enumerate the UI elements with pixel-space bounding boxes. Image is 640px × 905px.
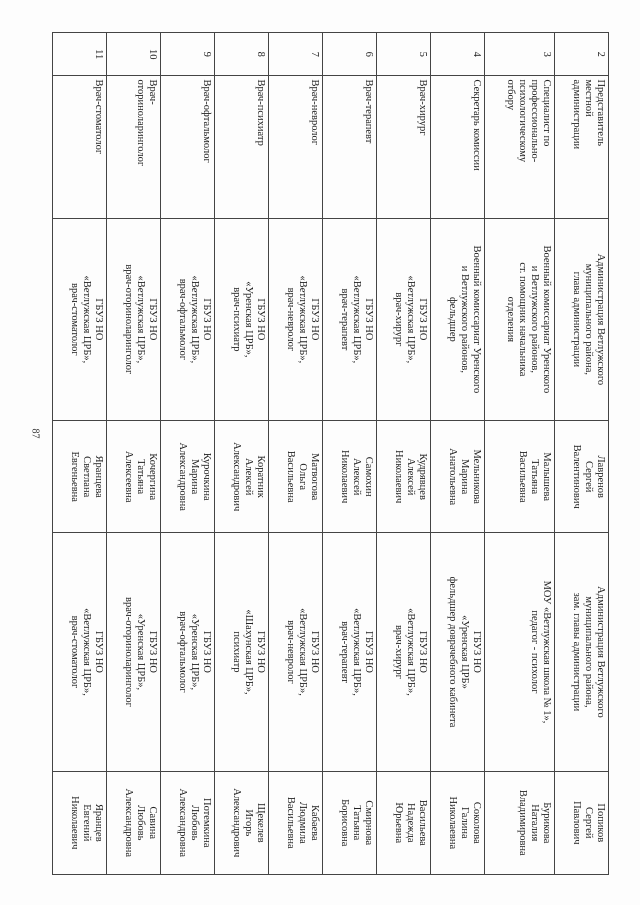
primary-organization-cell [53,218,107,420]
reserve-organization-cell [554,533,608,771]
cell-line: Секретарь комиссии [471,79,483,171]
reserve-organization-cell [107,533,161,771]
cell-line: ГБУЗ НО [363,298,375,341]
cell-line: и Ветлужского районов, [528,265,540,374]
cell-line: Николаевич [339,450,350,504]
primary-organization-cell [485,218,555,420]
reserve-member-name-cell [269,771,323,874]
commission-table [52,32,609,875]
cell-line: Любовь [135,805,146,841]
cell-line: Сергей [582,807,594,839]
cell-line: педагог - психолог [528,610,540,694]
row-number-cell: 6 [323,33,377,76]
reserve-member-name-cell [377,771,431,874]
cell-line: Васильевна [516,450,528,503]
cell-line: профессионально- [528,79,540,163]
cell-line: Игорь [243,809,255,837]
position-cell [269,76,323,218]
table-row [323,33,377,875]
cell-line: администрации [570,79,582,150]
cell-line: местной [582,79,594,117]
cell-line: Администрация Ветлужского [595,586,606,718]
cell-line: Врач-невролог [309,79,321,146]
cell-line: Надежда [405,803,417,843]
primary-member-name-cell [215,421,269,533]
primary-member-name-cell [323,421,377,533]
cell-line: муниципального района, [582,263,594,376]
cell-line: Врач-стоматолог [93,79,105,155]
cell-line: и Ветлужского районов, [459,265,471,374]
cell-line: Евгений [80,804,92,842]
table-row [431,33,485,875]
cell-line: Александровна [176,442,188,511]
cell-line: врач-стоматолог [68,615,80,689]
cell-line: Анатольевна [447,448,459,506]
cell-line: Наталия [528,804,540,842]
page-number: 87 [29,428,41,439]
reserve-organization-cell [215,533,269,771]
cell-line: Врач- [147,79,159,105]
cell-line: психиатр [230,631,242,673]
position-cell [53,76,107,218]
cell-line: Савина [147,806,159,840]
cell-line: Кочергина [147,453,159,501]
cell-line: Васильевна [284,796,296,849]
cell-line: ГБУЗ НО [255,298,267,341]
cell-line: врач-хирург [393,292,405,347]
reserve-organization-cell [377,533,431,771]
cell-line: «Ветлужская ЦРБ», [80,275,92,364]
row-number-cell: 4 [431,33,485,76]
cell-line: Александрович [230,442,242,512]
reserve-member-name-cell [53,771,107,874]
cell-line: ГБУЗ НО [147,630,159,674]
cell-line: Мельникова [471,449,483,504]
row-number-cell: 5 [377,33,431,76]
row-number-cell: 8 [215,33,269,76]
cell-line: Кудрявцев [417,453,429,500]
cell-line: Ольга [297,463,309,490]
cell-line: Татьяна [528,459,540,495]
cell-line: «Ветлужская ЦРБ», [405,608,417,696]
primary-organization-cell [377,218,431,420]
row-number-cell: 11 [53,33,107,76]
cell-line: Людмила [297,801,309,844]
primary-member-name-cell [485,421,555,533]
cell-line: Алексей [351,457,363,496]
cell-line: Борисовна [339,799,350,847]
cell-line: ГБУЗ НО [93,298,105,341]
reserve-member-name-cell [161,771,215,874]
position-cell [554,76,608,218]
cell-line: Специалист по [540,79,552,147]
cell-line: «Ветлужская ЦРБ», [135,275,146,364]
cell-line: Васильевна [284,450,296,503]
cell-line: Соколова [471,801,483,844]
row-number-cell: 7 [269,33,323,76]
primary-member-name-cell [53,421,107,533]
cell-line: Курочкина [201,452,213,501]
primary-member-name-cell [554,421,608,533]
row-number-cell: 3 [485,33,555,76]
cell-line: «Уренская ЦРБ», [189,613,201,691]
primary-organization-cell [107,218,161,420]
cell-line: Сергей [582,460,594,493]
row-number-cell: 9 [161,33,215,76]
reserve-organization-cell [161,533,215,771]
position-cell [107,76,161,218]
cell-line: ГБУЗ НО [201,630,213,674]
cell-line: ГБУЗ НО [417,630,429,674]
cell-line: Кабаева [309,804,321,841]
primary-member-name-cell [377,421,431,533]
cell-line: Светлана [80,456,92,498]
reserve-member-name-cell [215,771,269,874]
reserve-member-name-cell [107,771,161,874]
cell-line: фельдшер доврачебного кабинета [447,576,459,728]
cell-line: «Ветлужская ЦРБ», [297,608,309,696]
cell-line: «Ветлужская ЦРБ», [189,275,201,364]
primary-organization-cell [431,218,485,420]
cell-line: «Уренская ЦРБ» [459,615,471,689]
cell-line: Администрация Ветлужского [595,253,606,386]
rotated-table-frame [52,32,609,875]
cell-line: ГБУЗ НО [417,298,429,341]
cell-line: МОУ «Ветлужская школа № 1», [540,580,552,724]
cell-line: ГБУЗ НО [93,630,105,674]
table-row [269,33,323,875]
table-row [107,33,161,875]
cell-line: Малышева [540,452,552,501]
cell-line: Юрьевна [393,802,405,844]
cell-line: врач-офтальмолог [176,278,188,361]
cell-line: Яранцева [93,455,105,498]
reserve-organization-cell [431,533,485,771]
reserve-member-name-cell [431,771,485,874]
cell-line: отделения [504,296,516,343]
cell-line: Александровна [176,788,188,858]
cell-line: муниципального района, [582,596,594,708]
cell-line: Николаевич [393,450,405,504]
cell-line: Смирнова [363,800,375,846]
cell-line: фельдшер [447,296,459,342]
cell-line: Бурикова [540,802,552,844]
cell-line: Марина [459,459,471,495]
cell-line: Попиков [595,803,606,843]
cell-line: «Ветлужская ЦРБ», [351,608,363,696]
table-row [53,33,107,875]
cell-line: Самохин [363,456,375,497]
cell-line: зам. главы администрации [570,592,582,712]
cell-line: ст. помощник начальника [516,262,528,377]
cell-line: «Ветлужская ЦРБ», [351,275,363,364]
cell-line: Алексей [243,457,255,496]
cell-line: Николаевна [447,796,459,850]
cell-line: ГБУЗ НО [309,298,321,341]
cell-line: Николаевич [68,796,80,850]
cell-line: Коратник [255,455,267,498]
cell-line: ГБУЗ НО [471,630,483,674]
cell-line: «Шахунская ЦРБ», [243,609,255,695]
primary-member-name-cell [107,421,161,533]
cell-line: врач-оториноларинголог [122,264,134,375]
reserve-member-name-cell [485,771,555,874]
table-row [161,33,215,875]
cell-line: врач-офтальмолог [176,611,188,693]
table-body [53,33,609,875]
table-row [554,33,608,875]
cell-line: Врач-офтальмолог [201,79,213,163]
cell-line: «Уренская ЦРБ», [243,281,255,358]
position-cell [431,76,485,218]
cell-line: Марина [189,459,201,495]
cell-line: врач-терапевт [339,288,350,351]
cell-line: Татьяна [135,459,146,495]
position-cell [377,76,431,218]
cell-line: Врач-терапевт [363,79,375,144]
cell-line: ГБУЗ НО [363,630,375,674]
cell-line: Александровна [122,788,134,858]
primary-member-name-cell [161,421,215,533]
cell-line: Владимировна [516,789,528,856]
reserve-organization-cell [269,533,323,771]
cell-line: Лавренов [595,455,606,498]
cell-line: ГБУЗ НО [309,630,321,674]
primary-organization-cell [161,218,215,420]
reserve-member-name-cell [554,771,608,874]
primary-organization-cell [554,218,608,420]
cell-line: Павлович [570,801,582,845]
table-row [377,33,431,875]
cell-line: «Уренская ЦРБ», [135,613,146,691]
cell-line: оториноларинголог [135,79,146,167]
reserve-organization-cell [485,533,555,771]
primary-member-name-cell [431,421,485,533]
cell-line: Врач-психиатр [255,79,267,146]
row-number-cell: 2 [554,33,608,76]
reserve-organization-cell [323,533,377,771]
cell-line: Евгеньевна [68,451,80,502]
cell-line: Щекелев [255,802,267,843]
table-row [485,33,555,875]
reserve-member-name-cell [323,771,377,874]
cell-line: врач-хирург [393,624,405,679]
cell-line: «Ветлужская ЦРБ», [405,275,417,364]
cell-line: «Ветлужская ЦРБ», [80,608,92,696]
row-number-cell: 10 [107,33,161,76]
cell-line: «Ветлужская ЦРБ», [297,275,309,364]
cell-line: Военный комиссариат Уренского [471,245,483,394]
cell-line: Алексеевна [122,450,134,503]
cell-line: Татьяна [351,805,363,841]
position-cell [161,76,215,218]
cell-line: врач-невролог [284,620,296,684]
table-row [215,33,269,875]
primary-organization-cell [269,218,323,420]
position-cell [215,76,269,218]
cell-line: Галина [459,806,471,839]
primary-organization-cell [323,218,377,420]
cell-line: Представитель [595,79,606,147]
cell-line: Военный комиссариат Уренского [540,245,552,394]
position-cell [485,76,555,218]
primary-member-name-cell [269,421,323,533]
cell-line: Потемкина [201,797,213,848]
cell-line: Васильева [417,799,429,846]
cell-line: врач-стоматолог [68,283,80,356]
cell-line: Любовь [189,805,201,841]
cell-line: Александрович [230,788,242,858]
position-cell [323,76,377,218]
cell-line: ГБУЗ НО [201,298,213,341]
cell-line: врач-невролог [284,287,296,352]
cell-line: ГБУЗ НО [147,298,159,341]
cell-line: Матвогова [309,453,321,501]
cell-line: Валентинович [570,444,582,509]
cell-line: Яранцев [93,803,105,842]
cell-line: глава администрации [570,271,582,368]
cell-line: ГБУЗ НО [255,630,267,674]
cell-line: Врач-хирург [417,79,429,136]
cell-line: врач-оториноларинголог [122,596,134,707]
reserve-organization-cell [53,533,107,771]
cell-line: психологическому [516,79,528,163]
cell-line: врач-терапевт [339,621,350,683]
cell-line: врач-психиатр [230,287,242,352]
primary-organization-cell [215,218,269,420]
cell-line: Алексей [405,457,417,496]
cell-line: отбору [504,79,516,111]
